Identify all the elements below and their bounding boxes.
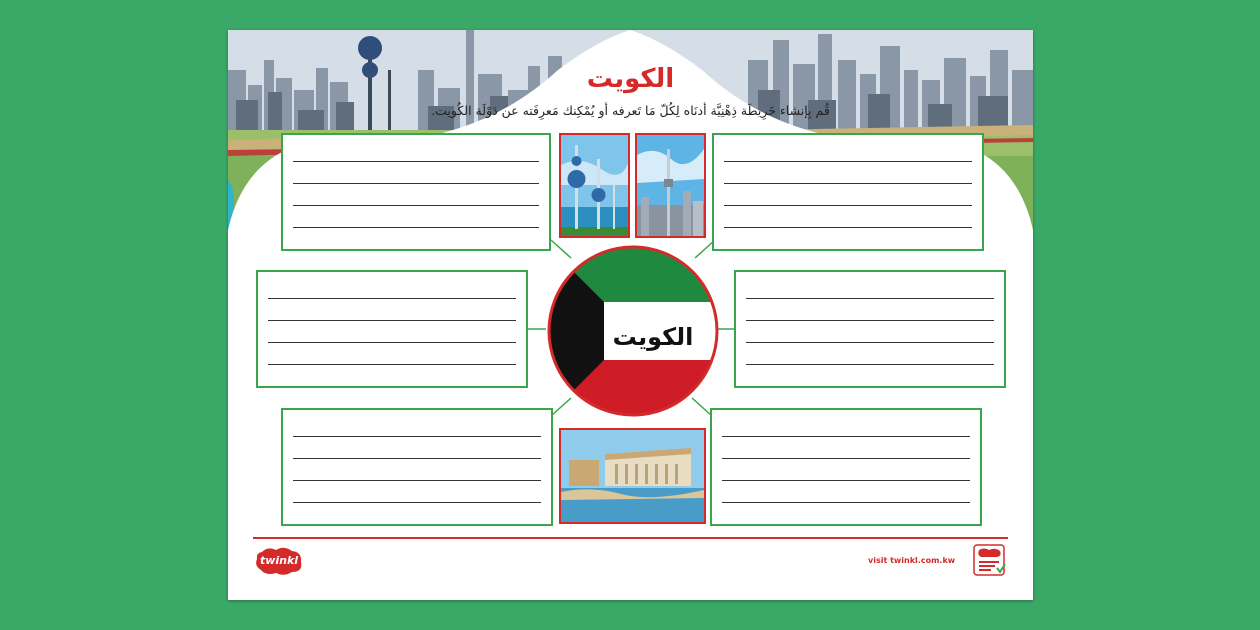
writing-line	[722, 502, 970, 503]
writing-line	[268, 364, 516, 365]
writing-box-middle-left[interactable]	[256, 270, 528, 388]
writing-line	[724, 227, 972, 228]
writing-box-bottom-right[interactable]	[710, 408, 982, 526]
writing-line	[293, 502, 541, 503]
twinkl-logo-text: twinkl	[259, 554, 299, 567]
writing-line	[293, 183, 539, 184]
writing-line	[293, 161, 539, 162]
writing-line	[293, 480, 541, 481]
writing-line	[746, 298, 994, 299]
writing-line	[293, 205, 539, 206]
writing-line	[293, 458, 541, 459]
writing-box-top-left[interactable]	[281, 133, 551, 251]
writing-line	[293, 436, 541, 437]
writing-line	[293, 227, 539, 228]
writing-line	[268, 342, 516, 343]
footer-url[interactable]: visit twinkl.com.kw	[868, 556, 956, 565]
writing-line	[722, 436, 970, 437]
writing-line	[722, 458, 970, 459]
writing-box-bottom-left[interactable]	[281, 408, 553, 526]
writing-line	[724, 183, 972, 184]
writing-line	[746, 320, 994, 321]
worksheet-page	[228, 30, 1033, 600]
twinkl-logo	[254, 546, 304, 576]
writing-box-top-right[interactable]	[712, 133, 984, 251]
quality-badge-icon	[973, 544, 1007, 578]
writing-line	[268, 298, 516, 299]
instructions-text: قُم بِإنشاء خَرِيطَة ذِهْنِيَّة أدنَاه لِكُلّ مَا تَعرفه أو يُمْكِنك مَعرِفَته عن دَوْلَة الكُويت.	[431, 103, 830, 118]
center-label: الكويت	[612, 323, 694, 351]
footer-divider	[253, 537, 1008, 539]
writing-line	[724, 205, 972, 206]
kuwait-towers-photo	[559, 133, 630, 238]
writing-line	[268, 320, 516, 321]
writing-line	[746, 364, 994, 365]
writing-box-middle-right[interactable]	[734, 270, 1006, 388]
page-title: الكويت	[586, 64, 675, 94]
writing-line	[722, 480, 970, 481]
writing-line	[724, 161, 972, 162]
liberation-tower-photo	[635, 133, 706, 238]
national-assembly-photo	[559, 428, 706, 524]
writing-line	[746, 342, 994, 343]
